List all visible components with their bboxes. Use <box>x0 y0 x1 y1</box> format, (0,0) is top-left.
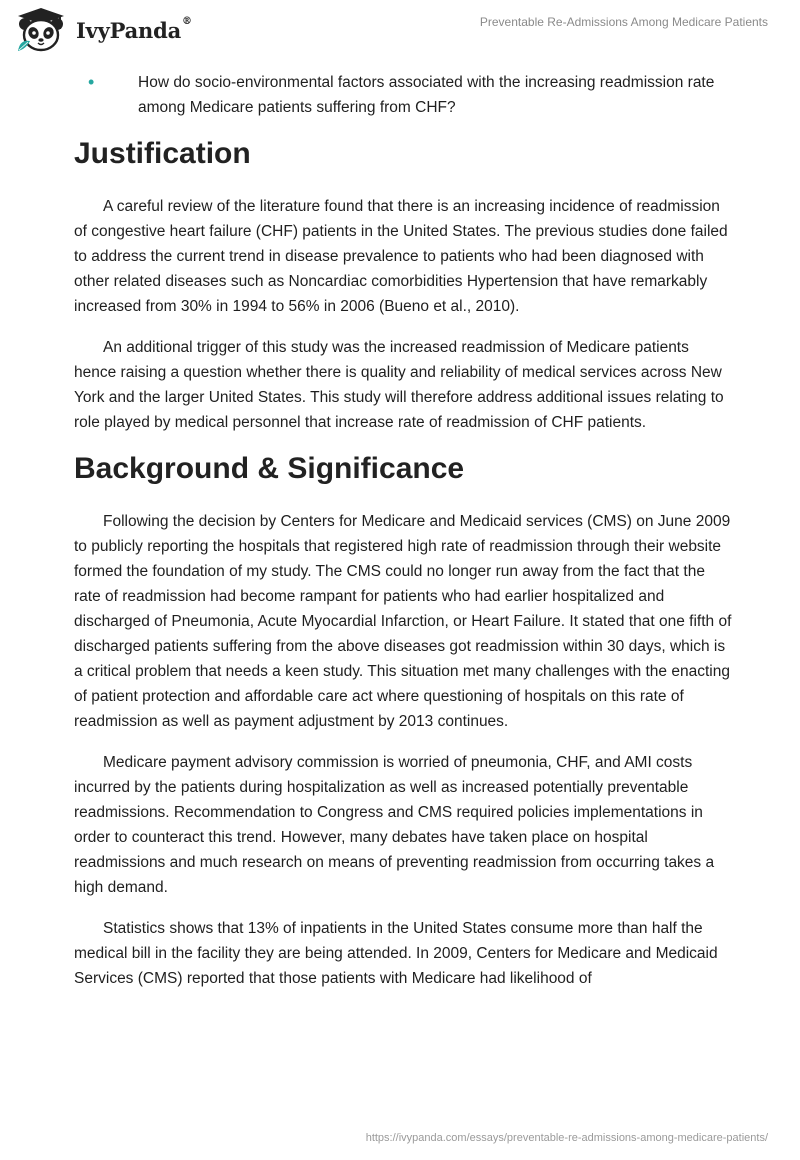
background-heading: Background & Significance <box>74 452 465 485</box>
bullet-dot-icon: • <box>88 72 95 92</box>
bullet-text: How do socio-environmental factors associated with the increasing readmission rate among Medicare patients suffering from CHF? <box>138 74 715 116</box>
background-paragraph: Following the decision by Centers for Medicare and Medicaid services (CMS) on June 2009 to publicly reporting the hospitals that registered high rate of readmission through their website formed the foundation of my study. The CMS could no longer run away from the fact that the rate of readmission had become rampant for patients who had earlier hospitalized and discharged of Pneumonia, Acute Myocardial Infarction, or Heart Failure. It stated that one fifth of discharged patients suffering from the above diseases got readmission within 30 days, which is a critical problem that needs a keen study. This situation met many challenges with the enacting of patient protection and affordable care act where questioning of hospitals on this rate of readmission as well as payment adjustment by 2013 continues. <box>74 513 732 730</box>
source-url[interactable]: https://ivypanda.com/essays/preventable-re-admissions-among-medicare-patients/ <box>365 1132 768 1144</box>
justification-paragraph: A careful review of the literature found that there is an increasing incidence of readmission of congestive heart failure (CHF) patients in the United States. The previous studies done failed to address the current trend in disease prevalence to patients who had been diagnosed with other related diseases such as Noncardiac comorbidities Hypertension that have remarkably increased from 30% in 1994 to 56% in 2006 (Bueno et al., 2010). <box>74 198 728 315</box>
justification-paragraph: An additional trigger of this study was the increased readmission of Medicare patients hence raising a question whether there is quality and reliability of medical services across New York and the larger United States. This study will therefore address additional issues relating to role played by medical personnel that increase rate of readmission of CHF patients. <box>74 339 724 431</box>
essay-content <box>74 70 734 1007</box>
brand-name: IvyPanda® <box>76 15 192 43</box>
ivypanda-logo[interactable] <box>14 7 192 53</box>
background-paragraph: Medicare payment advisory commission is worried of pneumonia, CHF, and AMI costs incurred by the patients during hospitalization as well as increased potentially preventable readmissions. Recommendation to Congress and CMS required policies implementations in order to counteract this trend. However, many debates have taken place on hospital readmissions and much research on means of preventing readmission from occurring takes a high demand. <box>74 754 715 896</box>
background-paragraph: Statistics shows that 13% of inpatients in the United States consume more than half the medical bill in the facility they are being attended. In 2009, Centers for Medicare and Medicaid Services (CMS) reported that those patients with Medicare had likelihood of <box>74 920 718 987</box>
document-title: Preventable Re-Admissions Among Medicare Patients <box>479 15 768 29</box>
page-header <box>0 0 800 60</box>
research-question-bullet <box>74 70 734 120</box>
justification-heading: Justification <box>74 137 251 170</box>
panda-logo-icon <box>14 7 68 53</box>
registered-mark: ® <box>182 15 192 27</box>
